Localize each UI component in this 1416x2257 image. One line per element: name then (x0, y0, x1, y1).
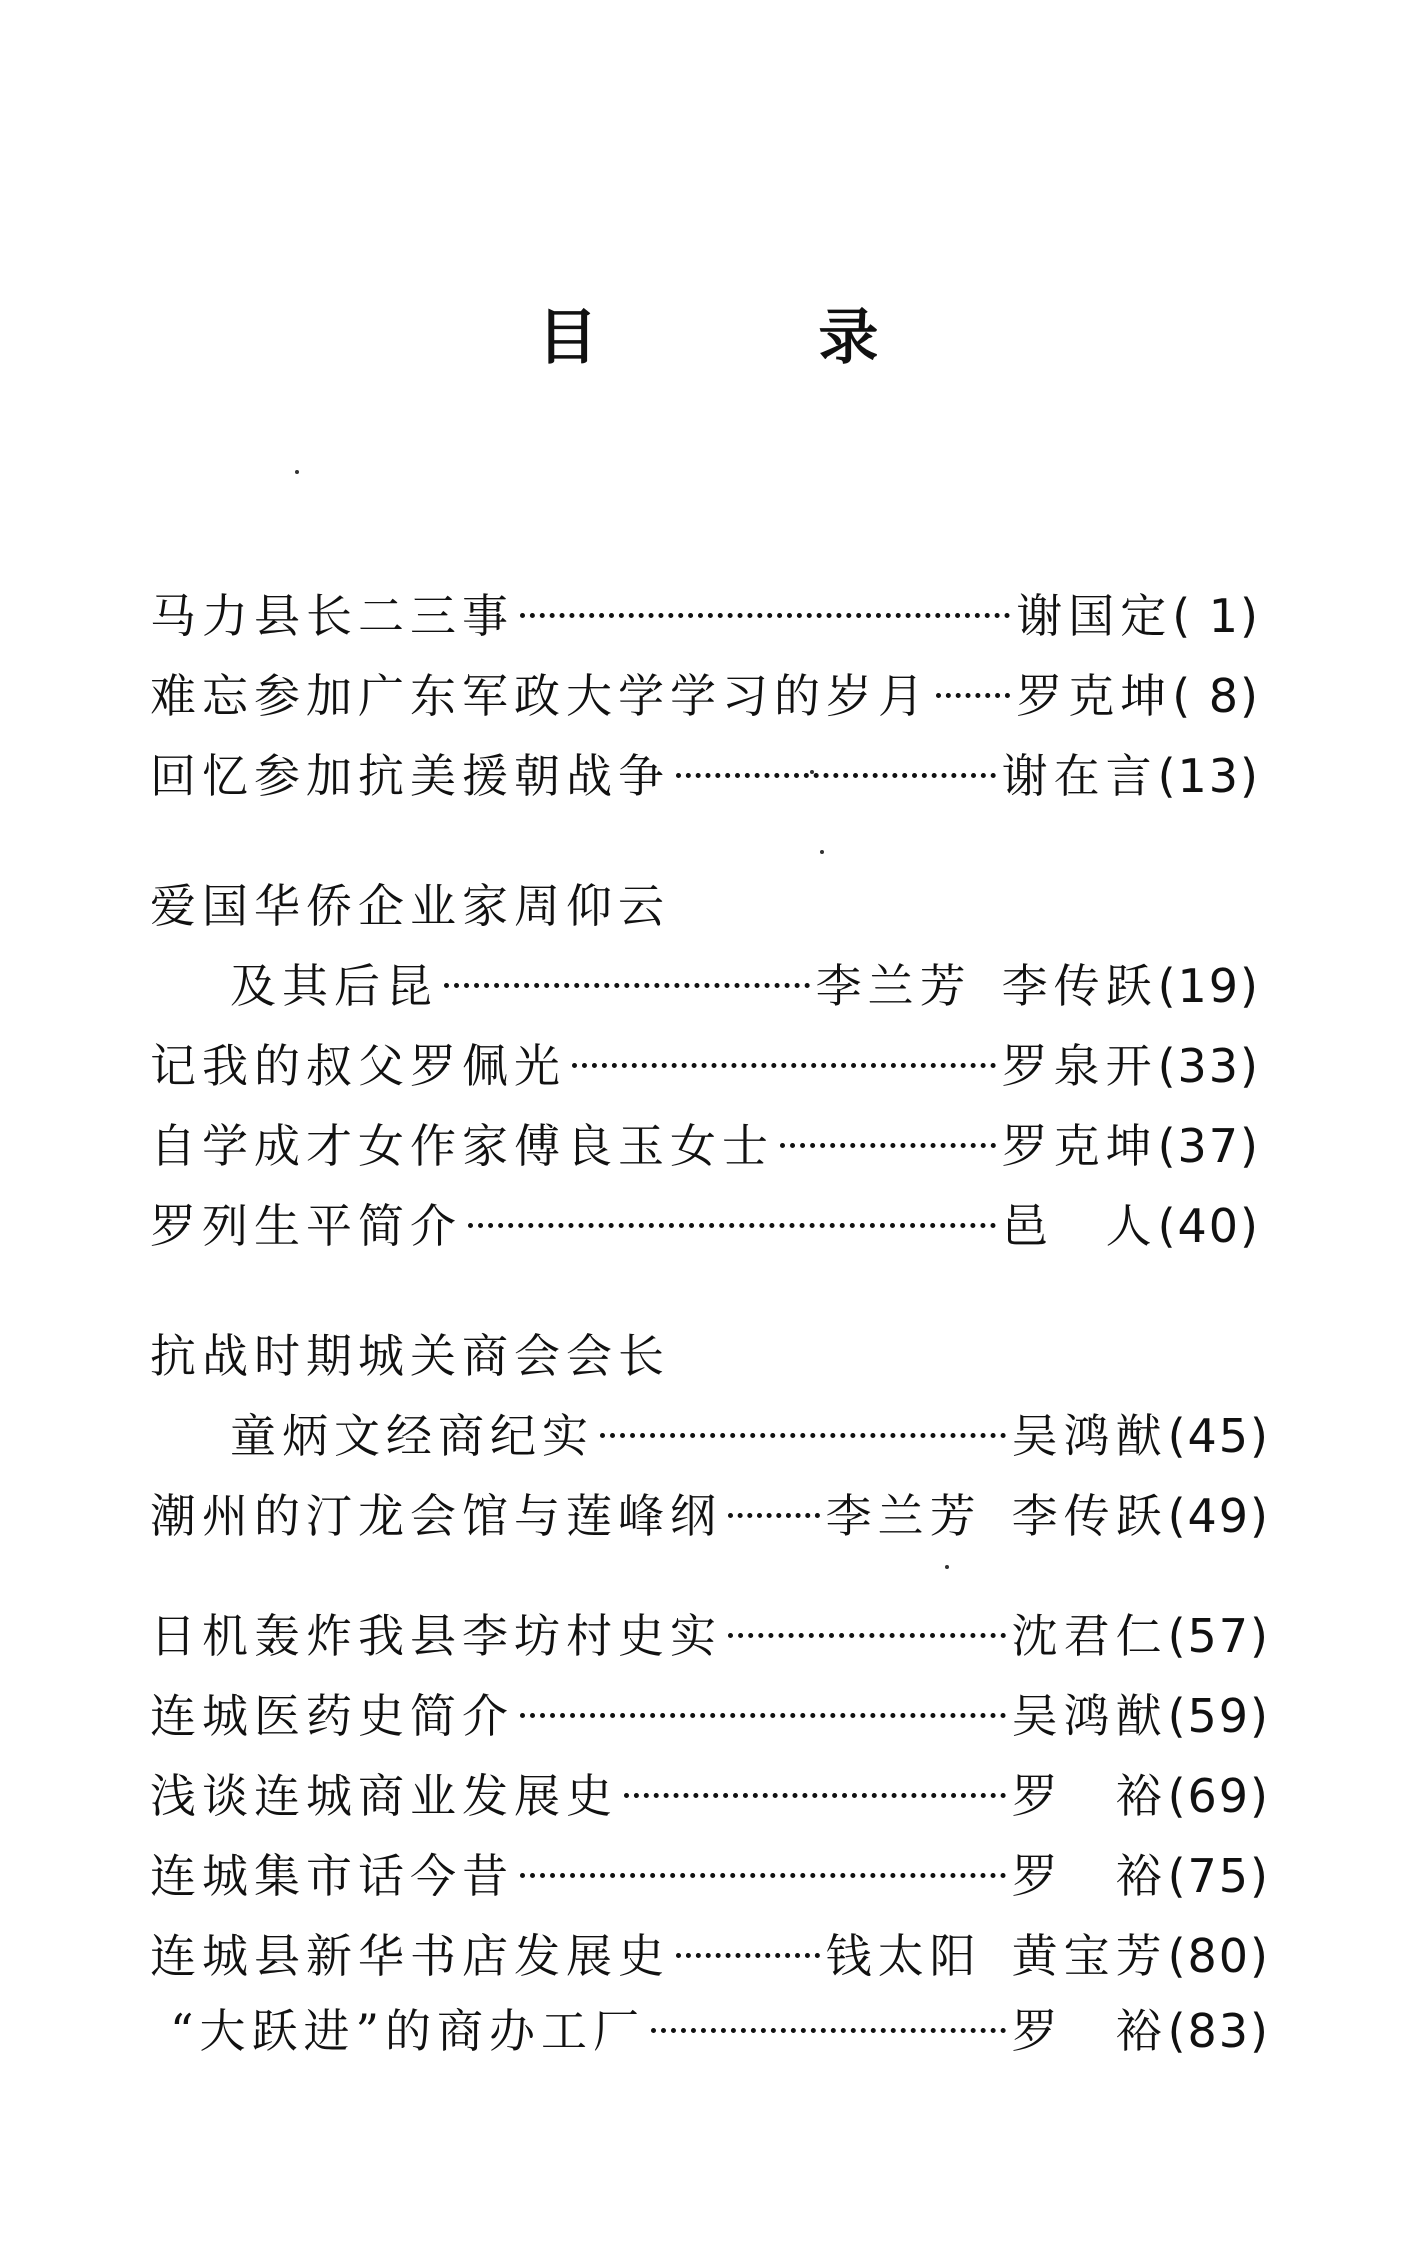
toc-entry-author: 谢国定 (1016, 589, 1173, 643)
toc-entry[interactable] (150, 1600, 1270, 1663)
scan-speck (810, 770, 814, 774)
toc-entry[interactable] (150, 1920, 1270, 1983)
toc-entry-title: 罗列生平简介 (150, 1199, 462, 1253)
toc-entry[interactable] (150, 1840, 1270, 1903)
toc-entry-page: (75) (1167, 1849, 1270, 1903)
toc-entry-author: 李兰芳 (815, 959, 972, 1013)
dot-leader (572, 1063, 996, 1068)
toc-entry-author: 谢在言 (1001, 749, 1158, 803)
page-title: 目 录 (537, 303, 979, 373)
toc-entry-title: 日机轰炸我县李坊村史实 (150, 1609, 722, 1663)
toc-entry-page: (83) (1167, 2004, 1270, 2058)
toc-entry-author: 罗 裕 (1011, 2004, 1168, 2058)
dot-leader (520, 1873, 1006, 1878)
toc-entry-page: (40) (1157, 1199, 1260, 1253)
toc-entry-author: 罗泉开 (1001, 1039, 1158, 1093)
dot-leader (780, 1143, 996, 1148)
toc-entry-author: 李兰芳 (825, 1489, 982, 1543)
toc-entry-title: 难忘参加广东军政大学学习的岁月 (150, 669, 930, 723)
toc-entry-author: 罗克坤 (1016, 669, 1173, 723)
toc-entry-title: 爱国华侨企业家周仰云 (150, 879, 670, 933)
toc-entry-author: 罗 裕 (1011, 1769, 1168, 1823)
scan-speck (945, 1565, 949, 1569)
toc-entry-page: (69) (1167, 1769, 1270, 1823)
toc-entry-author: 黄宝芳 (1011, 1929, 1168, 1983)
toc-entry[interactable] (150, 580, 1260, 643)
dot-leader (728, 1633, 1006, 1638)
toc-entry[interactable] (170, 1995, 1270, 2058)
toc-entry-page: (45) (1167, 1409, 1270, 1463)
toc-entry-title: 马力县长二三事 (150, 589, 514, 643)
dot-leader (444, 983, 810, 988)
toc-entry-title: 浅谈连城商业发展史 (150, 1769, 618, 1823)
toc-entry-page: ( 1) (1172, 589, 1260, 643)
toc-entry-title: 回忆参加抗美援朝战争 (150, 749, 670, 803)
dot-leader (468, 1223, 996, 1228)
toc-entry-author: 邑 人 (1001, 1199, 1158, 1253)
toc-entry-title: “大跃进”的商办工厂 (170, 2004, 646, 2058)
dot-leader (520, 613, 1010, 618)
toc-entry-title: 潮州的汀龙会馆与莲峰纲 (150, 1489, 722, 1543)
dot-leader (676, 1953, 820, 1958)
toc-entry-page: (37) (1157, 1119, 1260, 1173)
toc-entry[interactable] (150, 740, 1260, 803)
dot-leader (676, 773, 996, 778)
scan-speck (820, 850, 824, 854)
toc-entry-page: (19) (1157, 959, 1260, 1013)
toc-entry-author: 李传跃 (1001, 959, 1158, 1013)
toc-entry-author: 钱太阳 (825, 1929, 982, 1983)
toc-entry-author: 李传跃 (1011, 1489, 1168, 1543)
toc-entry-author: 沈君仁 (1011, 1609, 1168, 1663)
toc-entry-author: 吴鸿猷 (1011, 1409, 1168, 1463)
dot-leader (600, 1433, 1006, 1438)
toc-entry[interactable] (150, 1190, 1260, 1253)
toc-entry-title: 连城集市话今昔 (150, 1849, 514, 1903)
toc-entry-author: 吴鸿猷 (1011, 1689, 1168, 1743)
toc-entry[interactable] (150, 1680, 1270, 1743)
dot-leader (728, 1513, 820, 1518)
toc-entry-title-line[interactable] (150, 1320, 1260, 1383)
toc-entry[interactable] (150, 1760, 1270, 1823)
toc-entry[interactable] (150, 1030, 1260, 1093)
toc-entry[interactable] (150, 660, 1260, 723)
toc-entry-title: 连城县新华书店发展史 (150, 1929, 670, 1983)
toc-entry[interactable] (150, 1480, 1270, 1543)
toc-entry-page: (59) (1167, 1689, 1270, 1743)
toc-entry[interactable] (150, 1110, 1260, 1173)
toc-entry-author: 罗 裕 (1011, 1849, 1168, 1903)
toc-entry-page: (13) (1157, 749, 1260, 803)
toc-entry-title: 童炳文经商纪实 (230, 1409, 594, 1463)
dot-leader (520, 1713, 1006, 1718)
dot-leader (651, 2028, 1006, 2033)
dot-leader (936, 693, 1010, 698)
toc-entry-page: (49) (1167, 1489, 1270, 1543)
toc-entry-title-line[interactable] (150, 870, 1260, 933)
toc-entry-page: (33) (1157, 1039, 1260, 1093)
toc-entry-page: (57) (1167, 1609, 1270, 1663)
toc-entry-title: 及其后昆 (230, 959, 438, 1013)
dot-leader (624, 1793, 1006, 1798)
toc-entry[interactable] (230, 1400, 1270, 1463)
toc-entry-page: (80) (1167, 1929, 1270, 1983)
scan-speck (295, 470, 299, 474)
toc-entry-title: 自学成才女作家傅良玉女士 (150, 1119, 774, 1173)
toc-entry-title: 连城医药史简介 (150, 1689, 514, 1743)
toc-entry[interactable] (230, 950, 1260, 1013)
toc-entry-page: ( 8) (1172, 669, 1260, 723)
toc-entry-title: 记我的叔父罗佩光 (150, 1039, 566, 1093)
toc-entry-author: 罗克坤 (1001, 1119, 1158, 1173)
toc-entry-title: 抗战时期城关商会会长 (150, 1329, 670, 1383)
